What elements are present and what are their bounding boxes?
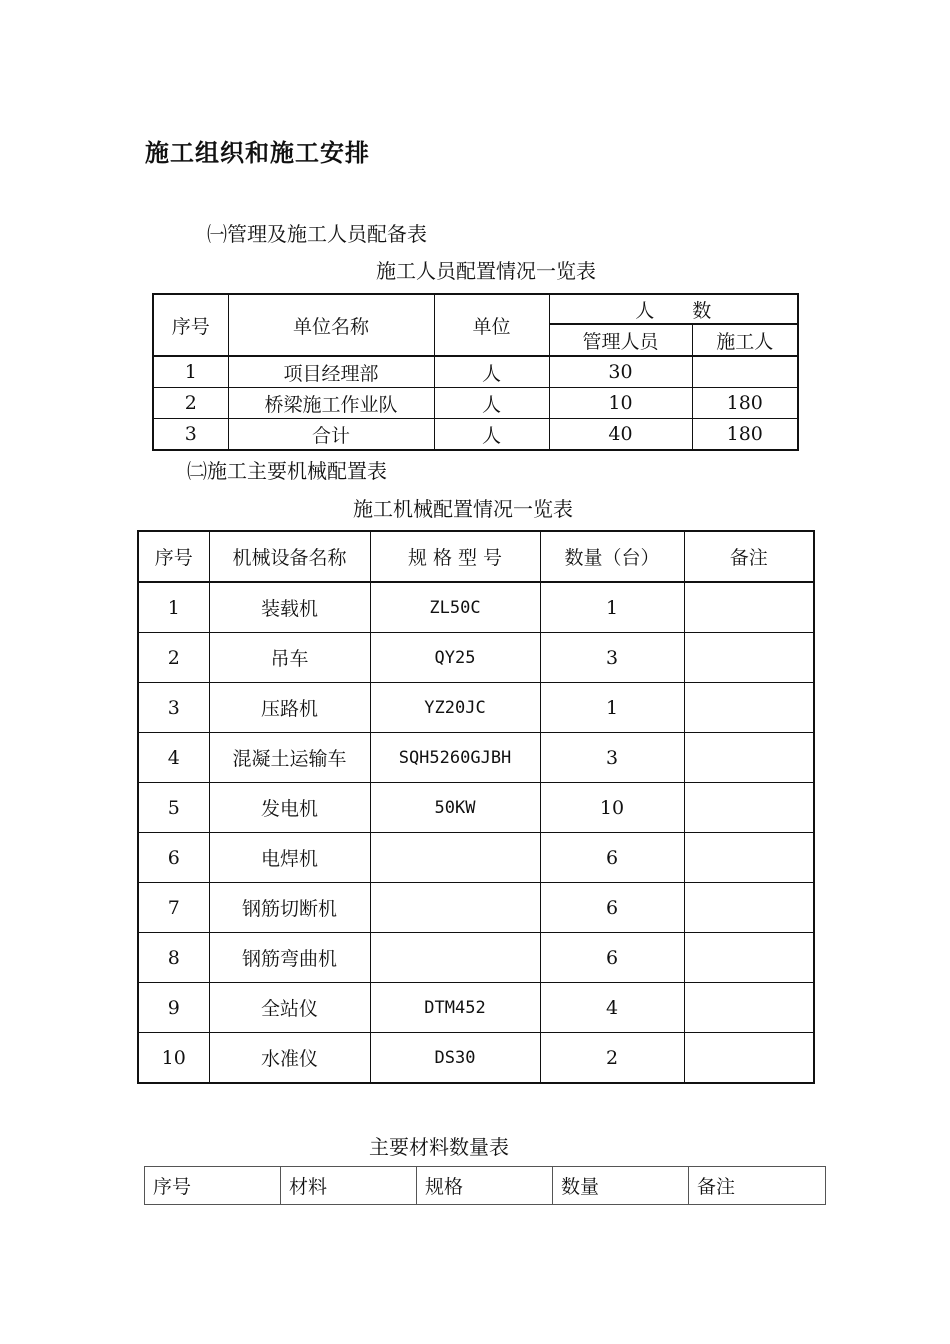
staff-header-no: 序号	[153, 294, 228, 356]
machinery-cell-spec: YZ20JC	[370, 683, 540, 733]
staff-cell-workers: 180	[692, 419, 798, 451]
table-row	[138, 582, 814, 633]
staff-cell-managers: 10	[549, 388, 692, 419]
table-row	[153, 356, 798, 388]
machinery-cell-spec: SQH5260GJBH	[370, 733, 540, 783]
machinery-cell-no: 5	[138, 783, 209, 833]
machinery-header-name: 机械设备名称	[209, 531, 370, 582]
machinery-header-spec: 规 格 型 号	[370, 531, 540, 582]
machinery-cell-qty: 10	[540, 783, 684, 833]
machinery-cell-name: 水准仪	[209, 1033, 370, 1084]
machinery-table	[137, 530, 815, 1084]
machinery-cell-note	[684, 933, 814, 983]
staff-cell-name: 桥梁施工作业队	[228, 388, 434, 419]
machinery-cell-spec: DS30	[370, 1033, 540, 1084]
machinery-cell-no: 9	[138, 983, 209, 1033]
machinery-cell-qty: 4	[540, 983, 684, 1033]
machinery-cell-qty: 3	[540, 733, 684, 783]
table-row	[138, 1033, 814, 1084]
machinery-cell-spec: 50KW	[370, 783, 540, 833]
machinery-cell-name: 钢筋切断机	[209, 883, 370, 933]
machinery-cell-note	[684, 582, 814, 633]
machinery-cell-name: 吊车	[209, 633, 370, 683]
staff-header-managers: 管理人员	[549, 324, 692, 356]
machinery-cell-note	[684, 833, 814, 883]
staff-cell-workers: 180	[692, 388, 798, 419]
machinery-header-no: 序号	[138, 531, 209, 582]
machinery-header-qty: 数量（台）	[540, 531, 684, 582]
staff-cell-workers	[692, 356, 798, 388]
staff-cell-no: 1	[153, 356, 228, 388]
table-row	[153, 419, 798, 451]
materials-header-no: 序号	[145, 1167, 281, 1205]
machinery-cell-qty: 1	[540, 582, 684, 633]
section2-heading: ㈡施工主要机械配置表	[187, 459, 387, 483]
staff-header-unit-name: 单位名称	[228, 294, 434, 356]
machinery-cell-note	[684, 983, 814, 1033]
machinery-cell-name: 混凝土运输车	[209, 733, 370, 783]
table-row	[153, 388, 798, 419]
machinery-cell-note	[684, 683, 814, 733]
table-row	[138, 933, 814, 983]
machinery-cell-no: 10	[138, 1033, 209, 1084]
machinery-cell-name: 钢筋弯曲机	[209, 933, 370, 983]
table-row	[138, 883, 814, 933]
staff-cell-managers: 30	[549, 356, 692, 388]
table-row	[138, 833, 814, 883]
materials-header-spec: 规格	[417, 1167, 553, 1205]
machinery-cell-spec	[370, 833, 540, 883]
staff-header-people: 人 数	[549, 294, 798, 324]
machinery-cell-name: 压路机	[209, 683, 370, 733]
machinery-cell-note	[684, 883, 814, 933]
machinery-header-row	[138, 531, 814, 582]
staff-header-workers: 施工人	[692, 324, 798, 356]
section1-heading: ㈠管理及施工人员配备表	[207, 222, 427, 246]
machinery-cell-spec: ZL50C	[370, 582, 540, 633]
table-row	[138, 783, 814, 833]
machinery-cell-note	[684, 1033, 814, 1084]
machinery-cell-note	[684, 733, 814, 783]
table-row	[138, 633, 814, 683]
staff-header-unit: 单位	[434, 294, 549, 356]
machinery-cell-no: 4	[138, 733, 209, 783]
machinery-cell-qty: 3	[540, 633, 684, 683]
machinery-cell-qty: 2	[540, 1033, 684, 1084]
machinery-cell-qty: 6	[540, 933, 684, 983]
staff-table	[152, 293, 799, 451]
table-row	[138, 733, 814, 783]
staff-cell-no: 3	[153, 419, 228, 451]
machinery-cell-no: 6	[138, 833, 209, 883]
materials-header-row	[145, 1167, 826, 1205]
staff-cell-unit: 人	[434, 419, 549, 451]
machinery-cell-qty: 6	[540, 883, 684, 933]
materials-header-qty: 数量	[553, 1167, 689, 1205]
machinery-cell-spec: QY25	[370, 633, 540, 683]
machinery-cell-spec	[370, 883, 540, 933]
table-row	[138, 983, 814, 1033]
machinery-cell-name: 装载机	[209, 582, 370, 633]
machinery-cell-name: 全站仪	[209, 983, 370, 1033]
page-title: 施工组织和施工安排	[145, 139, 370, 167]
machinery-cell-spec: DTM452	[370, 983, 540, 1033]
machinery-cell-no: 3	[138, 683, 209, 733]
staff-cell-unit: 人	[434, 356, 549, 388]
machinery-cell-name: 发电机	[209, 783, 370, 833]
machinery-cell-note	[684, 633, 814, 683]
machinery-cell-no: 2	[138, 633, 209, 683]
staff-cell-name: 项目经理部	[228, 356, 434, 388]
staff-header-row	[153, 294, 798, 324]
staff-table-caption: 施工人员配置情况一览表	[376, 259, 596, 283]
machinery-cell-qty: 1	[540, 683, 684, 733]
materials-header-material: 材料	[281, 1167, 417, 1205]
machinery-cell-spec	[370, 933, 540, 983]
machinery-cell-no: 7	[138, 883, 209, 933]
materials-table	[144, 1166, 826, 1205]
machinery-table-caption: 施工机械配置情况一览表	[353, 497, 573, 521]
staff-cell-unit: 人	[434, 388, 549, 419]
machinery-cell-no: 8	[138, 933, 209, 983]
staff-cell-name: 合计	[228, 419, 434, 451]
staff-cell-managers: 40	[549, 419, 692, 451]
machinery-cell-name: 电焊机	[209, 833, 370, 883]
machinery-header-note: 备注	[684, 531, 814, 582]
materials-header-note: 备注	[689, 1167, 826, 1205]
materials-table-caption: 主要材料数量表	[369, 1135, 509, 1159]
machinery-cell-note	[684, 783, 814, 833]
machinery-cell-no: 1	[138, 582, 209, 633]
staff-cell-no: 2	[153, 388, 228, 419]
machinery-cell-qty: 6	[540, 833, 684, 883]
table-row	[138, 683, 814, 733]
